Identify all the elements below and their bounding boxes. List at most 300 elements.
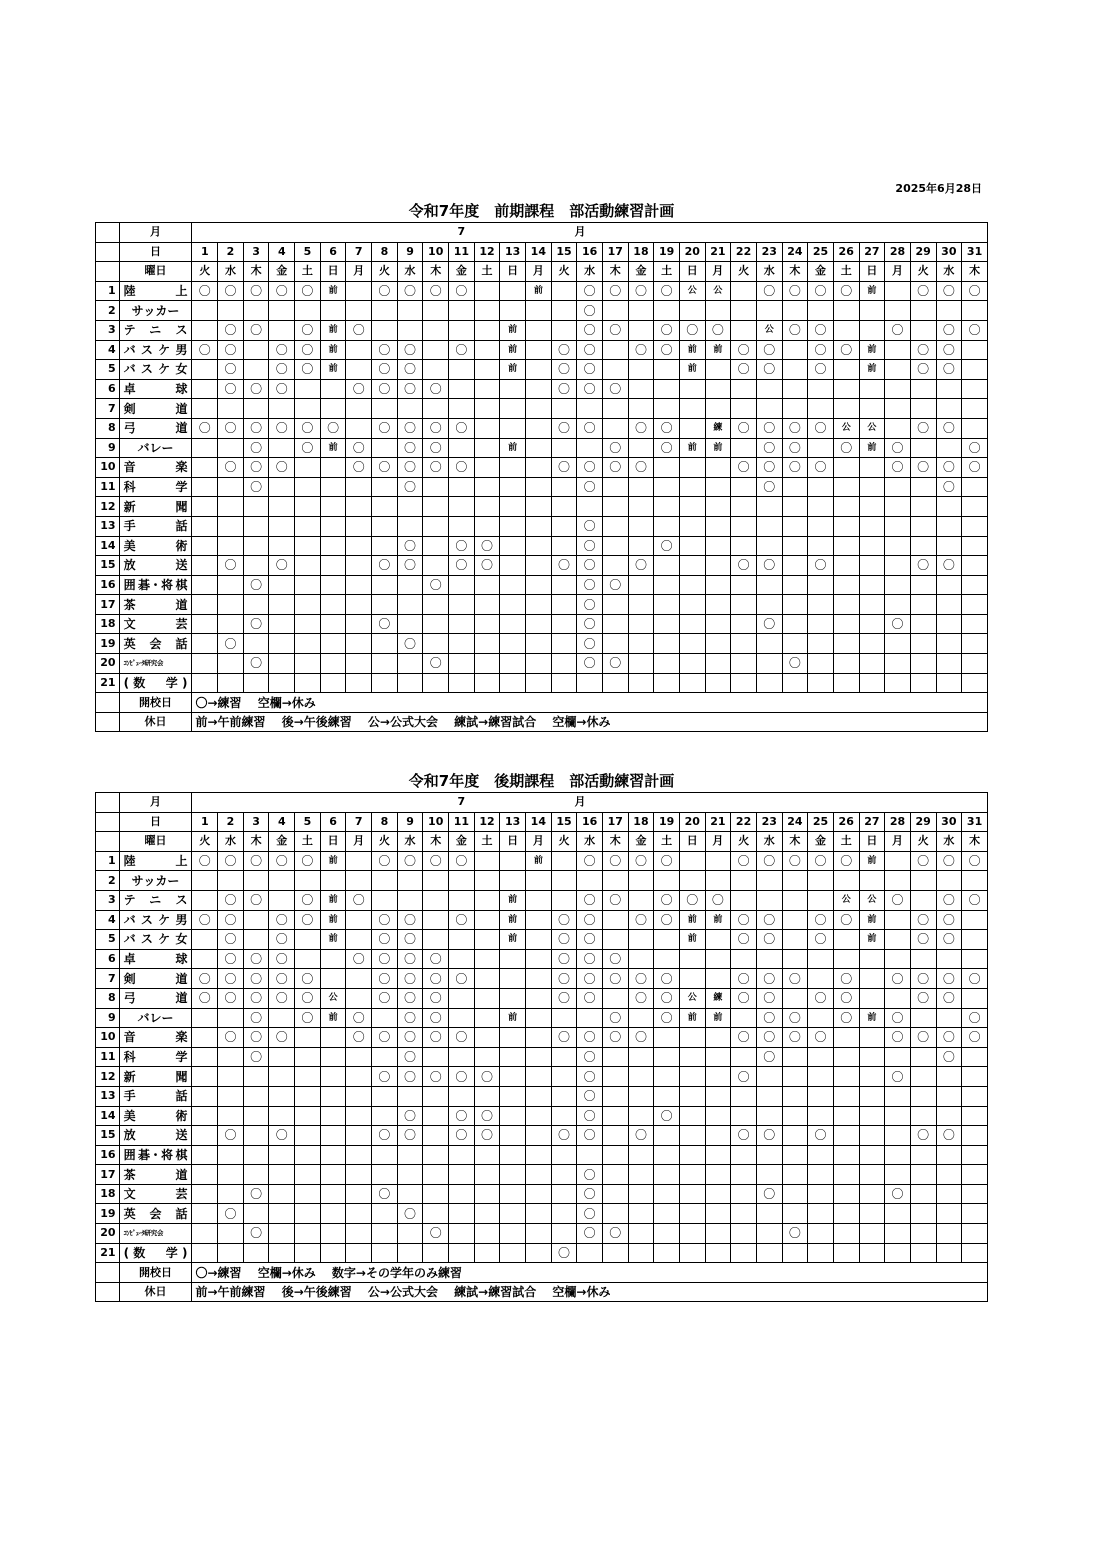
- schedule-cell: [577, 1243, 603, 1263]
- schedule-cell: 〇: [295, 281, 321, 301]
- schedule-cell: 〇: [243, 1184, 269, 1204]
- schedule-cell: [859, 1126, 885, 1146]
- schedule-cell: [833, 458, 859, 478]
- schedule-cell: 〇: [320, 418, 346, 438]
- schedule-cell: 〇: [372, 1126, 398, 1146]
- schedule-cell: [833, 1067, 859, 1087]
- schedule-cell: [962, 497, 988, 517]
- schedule-cell: [756, 1086, 782, 1106]
- schedule-cell: 前: [859, 930, 885, 950]
- schedule-cell: [243, 301, 269, 321]
- schedule-cell: [320, 301, 346, 321]
- schedule-cell: 〇: [577, 949, 603, 969]
- schedule-cell: [705, 1028, 731, 1048]
- schedule-cell: [320, 969, 346, 989]
- schedule-cell: [654, 1086, 680, 1106]
- club-name: 科 学: [119, 1047, 192, 1067]
- club-name: バスケ男: [119, 340, 192, 360]
- schedule-cell: [320, 1067, 346, 1087]
- schedule-cell: [526, 949, 552, 969]
- corner-cell: [96, 242, 120, 262]
- schedule-cell: [910, 320, 936, 340]
- schedule-cell: [423, 360, 449, 380]
- schedule-cell: 〇: [577, 851, 603, 871]
- schedule-cell: 〇: [397, 634, 423, 654]
- schedule-cell: 〇: [910, 281, 936, 301]
- schedule-cell: [936, 654, 962, 674]
- schedule-cell: [449, 360, 475, 380]
- schedule-cell: [808, 438, 834, 458]
- schedule-cell: [192, 1126, 218, 1146]
- row-number: 17: [96, 1165, 120, 1185]
- schedule-cell: [654, 575, 680, 595]
- schedule-cell: 〇: [243, 1047, 269, 1067]
- schedule-cell: [551, 1067, 577, 1087]
- schedule-cell: [654, 1243, 680, 1263]
- schedule-cell: [885, 654, 911, 674]
- schedule-cell: [654, 1067, 680, 1087]
- schedule-cell: [449, 595, 475, 615]
- weekday-cell: 日: [859, 262, 885, 282]
- schedule-cell: [962, 614, 988, 634]
- schedule-cell: [449, 320, 475, 340]
- schedule-cell: 〇: [885, 1028, 911, 1048]
- schedule-cell: [551, 575, 577, 595]
- schedule-cell: 〇: [551, 556, 577, 576]
- schedule-cell: [346, 634, 372, 654]
- schedule-cell: [320, 1204, 346, 1224]
- schedule-cell: [397, 595, 423, 615]
- schedule-cell: [192, 1224, 218, 1244]
- schedule-cell: 〇: [243, 320, 269, 340]
- day-cell: 12: [474, 242, 500, 262]
- school-day-label: 開校日: [119, 1263, 192, 1283]
- schedule-cell: [449, 890, 475, 910]
- schedule-cell: 公: [833, 890, 859, 910]
- schedule-cell: [782, 1106, 808, 1126]
- schedule-cell: [936, 1086, 962, 1106]
- schedule-cell: [423, 320, 449, 340]
- schedule-cell: [731, 1224, 757, 1244]
- schedule-cell: [731, 1086, 757, 1106]
- schedule-cell: 〇: [756, 556, 782, 576]
- schedule-cell: [372, 673, 398, 693]
- day-cell: 10: [423, 812, 449, 832]
- schedule-cell: [346, 1086, 372, 1106]
- schedule-cell: 〇: [269, 949, 295, 969]
- schedule-cell: [936, 1204, 962, 1224]
- schedule-cell: [962, 556, 988, 576]
- schedule-cell: [500, 673, 526, 693]
- schedule-cell: 〇: [218, 1126, 244, 1146]
- schedule-cell: [218, 477, 244, 497]
- schedule-cell: 〇: [577, 614, 603, 634]
- schedule-cell: [782, 910, 808, 930]
- schedule-cell: 〇: [295, 340, 321, 360]
- schedule-cell: [808, 1106, 834, 1126]
- schedule-cell: [474, 575, 500, 595]
- schedule-cell: 〇: [423, 379, 449, 399]
- row-number: 11: [96, 477, 120, 497]
- schedule-cell: [628, 930, 654, 950]
- schedule-cell: [449, 1165, 475, 1185]
- schedule-cell: [885, 281, 911, 301]
- schedule-cell: [269, 634, 295, 654]
- schedule-cell: [449, 438, 475, 458]
- schedule-cell: [628, 595, 654, 615]
- schedule-cell: 〇: [885, 1008, 911, 1028]
- schedule-cell: [654, 1126, 680, 1146]
- club-row: [96, 1106, 988, 1126]
- schedule-cell: [731, 1165, 757, 1185]
- club-row: [96, 1086, 988, 1106]
- schedule-cell: [602, 910, 628, 930]
- schedule-cell: [474, 1204, 500, 1224]
- schedule-cell: [269, 438, 295, 458]
- weekday-cell: 火: [910, 832, 936, 852]
- schedule-cell: [372, 1047, 398, 1067]
- schedule-cell: [423, 595, 449, 615]
- schedule-cell: [500, 301, 526, 321]
- schedule-cell: 〇: [654, 536, 680, 556]
- schedule-cell: [910, 1067, 936, 1087]
- schedule-cell: [397, 890, 423, 910]
- schedule-cell: [474, 281, 500, 301]
- schedule-cell: 〇: [808, 418, 834, 438]
- day-cell: 18: [628, 242, 654, 262]
- schedule-cell: [218, 871, 244, 891]
- schedule-cell: 〇: [397, 851, 423, 871]
- schedule-cell: [192, 673, 218, 693]
- schedule-cell: 〇: [295, 418, 321, 438]
- schedule-cell: 〇: [269, 930, 295, 950]
- schedule-cell: [192, 654, 218, 674]
- schedule-cell: [962, 536, 988, 556]
- weekday-cell: 水: [577, 832, 603, 852]
- schedule-cell: [474, 1047, 500, 1067]
- schedule-cell: 〇: [474, 1126, 500, 1146]
- schedule-cell: [936, 1165, 962, 1185]
- schedule-cell: 〇: [577, 1067, 603, 1087]
- schedule-cell: 〇: [756, 458, 782, 478]
- schedule-cell: [526, 1008, 552, 1028]
- schedule-cell: [654, 1047, 680, 1067]
- schedule-cell: [526, 575, 552, 595]
- schedule-cell: 〇: [551, 1243, 577, 1263]
- schedule-cell: [936, 1067, 962, 1087]
- schedule-cell: 公: [833, 418, 859, 438]
- schedule-cell: [833, 301, 859, 321]
- schedule-cell: [449, 516, 475, 536]
- schedule-cell: [859, 536, 885, 556]
- schedule-cell: [731, 281, 757, 301]
- schedule-cell: 〇: [936, 458, 962, 478]
- schedule-cell: [397, 320, 423, 340]
- schedule-cell: 〇: [397, 281, 423, 301]
- schedule-cell: [628, 614, 654, 634]
- schedule-cell: [500, 575, 526, 595]
- schedule-cell: [320, 949, 346, 969]
- schedule-cell: [500, 1086, 526, 1106]
- schedule-cell: [192, 438, 218, 458]
- row-number: 18: [96, 614, 120, 634]
- schedule-cell: [346, 1224, 372, 1244]
- schedule-cell: [602, 634, 628, 654]
- schedule-cell: [295, 1106, 321, 1126]
- schedule-cell: 〇: [756, 969, 782, 989]
- schedule-cell: 〇: [577, 360, 603, 380]
- schedule-cell: 〇: [269, 458, 295, 478]
- schedule-cell: [910, 595, 936, 615]
- schedule-cell: 〇: [449, 1126, 475, 1146]
- row-number: 3: [96, 320, 120, 340]
- day-cell: 15: [551, 242, 577, 262]
- schedule-cell: 〇: [577, 1028, 603, 1048]
- schedule-cell: [756, 654, 782, 674]
- schedule-cell: 〇: [243, 438, 269, 458]
- schedule-cell: [423, 1165, 449, 1185]
- schedule-cell: [910, 871, 936, 891]
- club-name: テニス: [119, 320, 192, 340]
- schedule-cell: 〇: [808, 281, 834, 301]
- schedule-cell: 〇: [551, 988, 577, 1008]
- weekday-cell: 水: [397, 832, 423, 852]
- schedule-cell: [859, 379, 885, 399]
- schedule-cell: [449, 1086, 475, 1106]
- schedule-cell: [705, 654, 731, 674]
- schedule-cell: [782, 949, 808, 969]
- schedule-cell: [500, 595, 526, 615]
- schedule-cell: 〇: [449, 418, 475, 438]
- schedule-cell: [320, 556, 346, 576]
- schedule-cell: 前: [859, 340, 885, 360]
- schedule-cell: [372, 575, 398, 595]
- schedule-cell: [474, 1224, 500, 1244]
- schedule-cell: [654, 1224, 680, 1244]
- schedule-cell: [397, 673, 423, 693]
- schedule-cell: [372, 890, 398, 910]
- schedule-cell: [423, 1204, 449, 1224]
- schedule-cell: [833, 634, 859, 654]
- schedule-cell: [192, 930, 218, 950]
- corner-cell: [96, 812, 120, 832]
- day-cell: 27: [859, 242, 885, 262]
- schedule-cell: [756, 890, 782, 910]
- schedule-cell: [859, 988, 885, 1008]
- schedule-cell: 前: [500, 438, 526, 458]
- schedule-cell: [526, 634, 552, 654]
- schedule-cell: [602, 1047, 628, 1067]
- schedule-cell: [859, 1204, 885, 1224]
- schedule-cell: [474, 516, 500, 536]
- schedule-cell: [654, 379, 680, 399]
- schedule-cell: [602, 1126, 628, 1146]
- schedule-cell: 〇: [397, 458, 423, 478]
- schedule-cell: [782, 379, 808, 399]
- schedule-cell: [372, 871, 398, 891]
- schedule-cell: 〇: [474, 556, 500, 576]
- schedule-cell: [500, 969, 526, 989]
- schedule-cell: [218, 654, 244, 674]
- schedule-cell: 〇: [372, 988, 398, 1008]
- day-cell: 14: [526, 812, 552, 832]
- schedule-cell: 〇: [192, 281, 218, 301]
- schedule-cell: 前: [320, 340, 346, 360]
- schedule-cell: [449, 949, 475, 969]
- club-row: [96, 1028, 988, 1048]
- schedule-cell: [654, 1165, 680, 1185]
- schedule-cell: [782, 1126, 808, 1146]
- schedule-cell: 〇: [654, 320, 680, 340]
- schedule-cell: 〇: [628, 458, 654, 478]
- club-row: [96, 634, 988, 654]
- weekday-cell: 日: [679, 832, 705, 852]
- weekday-cell: 木: [243, 832, 269, 852]
- day-cell: 8: [372, 242, 398, 262]
- day-cell: 26: [833, 812, 859, 832]
- corner-cell: [96, 693, 120, 713]
- schedule-cell: 〇: [936, 988, 962, 1008]
- schedule-cell: [474, 930, 500, 950]
- weekday-cell: 木: [602, 262, 628, 282]
- schedule-cell: [449, 1184, 475, 1204]
- schedule-cell: [962, 477, 988, 497]
- weekday-cell: 土: [295, 832, 321, 852]
- schedule-cell: [346, 399, 372, 419]
- schedule-cell: 練: [705, 418, 731, 438]
- schedule-cell: [474, 379, 500, 399]
- schedule-cell: 前: [500, 930, 526, 950]
- schedule-cell: [602, 477, 628, 497]
- day-label: 日: [119, 242, 192, 262]
- schedule-cell: 〇: [551, 458, 577, 478]
- schedule-cell: [423, 634, 449, 654]
- schedule-cell: [628, 1165, 654, 1185]
- schedule-cell: 〇: [782, 1008, 808, 1028]
- schedule-cell: 〇: [577, 1184, 603, 1204]
- schedule-cell: [808, 634, 834, 654]
- schedule-cell: [474, 340, 500, 360]
- weekday-label: 曜日: [119, 832, 192, 852]
- schedule-cell: 〇: [628, 1028, 654, 1048]
- schedule-cell: [243, 1106, 269, 1126]
- day-cell: 4: [269, 812, 295, 832]
- schedule-cell: [474, 988, 500, 1008]
- schedule-cell: [679, 969, 705, 989]
- schedule-cell: [782, 1184, 808, 1204]
- club-row: [96, 399, 988, 419]
- month-label: 月: [119, 223, 192, 243]
- club-name: 卓 球: [119, 379, 192, 399]
- schedule-cell: [295, 949, 321, 969]
- schedule-cell: [423, 516, 449, 536]
- schedule-cell: 〇: [295, 910, 321, 930]
- schedule-cell: 〇: [295, 969, 321, 989]
- schedule-cell: 〇: [602, 654, 628, 674]
- schedule-cell: [500, 556, 526, 576]
- schedule-cell: [295, 673, 321, 693]
- club-row: [96, 575, 988, 595]
- schedule-cell: [962, 634, 988, 654]
- schedule-cell: [218, 673, 244, 693]
- schedule-cell: [295, 575, 321, 595]
- schedule-cell: [526, 320, 552, 340]
- day-cell: 29: [910, 812, 936, 832]
- schedule-cell: [346, 516, 372, 536]
- schedule-cell: [962, 1224, 988, 1244]
- schedule-cell: [192, 399, 218, 419]
- schedule-cell: [705, 1145, 731, 1165]
- schedule-cell: [808, 890, 834, 910]
- schedule-cell: [320, 1165, 346, 1185]
- schedule-cell: [833, 556, 859, 576]
- schedule-cell: 〇: [269, 969, 295, 989]
- schedule-cell: [218, 536, 244, 556]
- schedule-cell: [397, 1165, 423, 1185]
- schedule-cell: [243, 1165, 269, 1185]
- schedule-cell: [628, 890, 654, 910]
- schedule-cell: [679, 614, 705, 634]
- weekday-cell: 月: [885, 832, 911, 852]
- schedule-cell: [679, 1028, 705, 1048]
- schedule-cell: [526, 477, 552, 497]
- schedule-cell: [449, 1224, 475, 1244]
- schedule-cell: 〇: [397, 438, 423, 458]
- schedule-cell: [731, 614, 757, 634]
- schedule-cell: [602, 1204, 628, 1224]
- schedule-cell: [192, 1067, 218, 1087]
- schedule-cell: [218, 1224, 244, 1244]
- club-name: 放 送: [119, 1126, 192, 1146]
- schedule-cell: 前: [500, 890, 526, 910]
- schedule-cell: 前: [320, 930, 346, 950]
- schedule-cell: 〇: [782, 281, 808, 301]
- schedule-cell: [731, 497, 757, 517]
- club-row: [96, 614, 988, 634]
- schedule-cell: 〇: [474, 1106, 500, 1126]
- schedule-cell: [269, 654, 295, 674]
- schedule-cell: 前: [500, 360, 526, 380]
- schedule-cell: 〇: [782, 969, 808, 989]
- schedule-cell: [859, 595, 885, 615]
- club-row: [96, 851, 988, 871]
- schedule-cell: [910, 1165, 936, 1185]
- schedule-cell: 〇: [243, 477, 269, 497]
- schedule-cell: 〇: [423, 575, 449, 595]
- schedule-cell: [320, 575, 346, 595]
- club-name: 陸 上: [119, 851, 192, 871]
- schedule-cell: [474, 1184, 500, 1204]
- schedule-cell: [859, 320, 885, 340]
- schedule-cell: 〇: [243, 949, 269, 969]
- schedule-cell: [808, 575, 834, 595]
- schedule-cell: 〇: [269, 851, 295, 871]
- schedule-cell: 〇: [372, 949, 398, 969]
- schedule-cell: [218, 1067, 244, 1087]
- month-row: [96, 223, 988, 243]
- schedule-cell: 〇: [423, 988, 449, 1008]
- schedule-cell: [962, 301, 988, 321]
- schedule-cell: [500, 851, 526, 871]
- row-number: 7: [96, 969, 120, 989]
- schedule-cell: [397, 301, 423, 321]
- row-number: 14: [96, 536, 120, 556]
- schedule-cell: [885, 360, 911, 380]
- schedule-cell: 〇: [397, 556, 423, 576]
- schedule-cell: [679, 1184, 705, 1204]
- weekday-cell: 火: [372, 832, 398, 852]
- row-number: 16: [96, 1145, 120, 1165]
